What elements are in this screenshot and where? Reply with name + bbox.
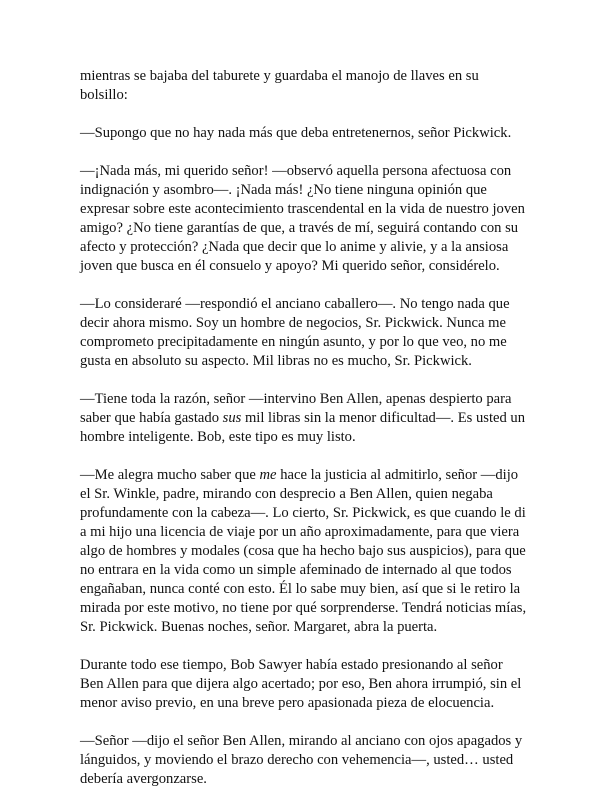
paragraph [80, 67, 528, 105]
paragraph-text: —¡Nada más, mi querido señor! —observó aquella persona afectuosa con indignación y asombro—. ¡Nada más! ¿No tiene ninguna opinión que expresar sobre este acontecimiento trascendental en la vida de nuestro joven amigo? ¿No tiene garantías de que, a través de mí, seguirá contando con su afecto y protección? ¿Nada que decir que lo anime y alivie, y a la ansiosa joven que busca en él consuelo y apoyo? Mi querido señor, considérelo. [80, 163, 525, 274]
paragraph-text: —Me alegra mucho saber que [80, 467, 260, 483]
paragraph-text: mientras se bajaba del taburete y guardaba el manojo de llaves en su bolsillo: [80, 68, 479, 103]
paragraph [80, 656, 528, 713]
paragraph-text: —Lo consideraré —respondió el anciano caballero—. No tengo nada que decir ahora mismo. Soy un hombre de negocios, Sr. Pickwick. Nunca me comprometo precipitadamente en ningún asunto, y por lo que veo, no me gusta en absoluto su aspecto. Mil libras no es mucho, Sr. Pickwick. [80, 296, 510, 369]
paragraph-text: mil libras sin la menor dificultad—. Es usted un hombre inteligente. Bob, este tipo es muy listo. [80, 410, 526, 445]
paragraph-text: hace la justicia al admitirlo, señor —dijo el Sr. Winkle, padre, mirando con desprecio a Ben Allen, quien negaba profundamente con la cabeza—. Lo cierto, Sr. Pickwick, es que cuando le di a mi hijo una licencia de viaje por un año aproximadamente, para que viera algo de hombres y modales (cosa que ha hecho bajo sus auspicios), para que no entrara en la vida como un simple afeminado de internado al que todos engañaban, nunca conté con esto. Él lo sabe muy bien, así que si le retiro la mirada por este motivo, no tiene por qué sorprenderse. Tendrá noticias mías, Sr. Pickwick. Buenas noches, señor. Margaret, abra la puerta. [80, 467, 527, 635]
paragraph [80, 390, 528, 447]
paragraph [80, 295, 528, 371]
paragraph-text: —Tiene toda la razón, señor —intervino Ben Allen, apenas despierto para saber que había gastado [80, 391, 512, 426]
paragraph-text: —Supongo que no hay nada más que deba entretenernos, señor Pickwick. [80, 125, 512, 141]
paragraph [80, 124, 528, 143]
emphasis-text: me [259, 467, 277, 483]
document-page [80, 67, 528, 808]
emphasis-text: sus [222, 410, 242, 426]
paragraph-text: —Señor —dijo el señor Ben Allen, mirando al anciano con ojos apagados y lánguidos, y moviendo el brazo derecho con vehemencia—, usted… usted debería avergonzarse. [80, 733, 523, 787]
paragraph [80, 466, 528, 637]
paragraph [80, 162, 528, 276]
paragraph-text: Durante todo ese tiempo, Bob Sawyer había estado presionando al señor Ben Allen para que dijera algo acertado; por eso, Ben ahora irrumpió, sin el menor aviso previo, en una breve pero apasionada pieza de elocuencia. [80, 657, 522, 711]
paragraph [80, 732, 528, 789]
